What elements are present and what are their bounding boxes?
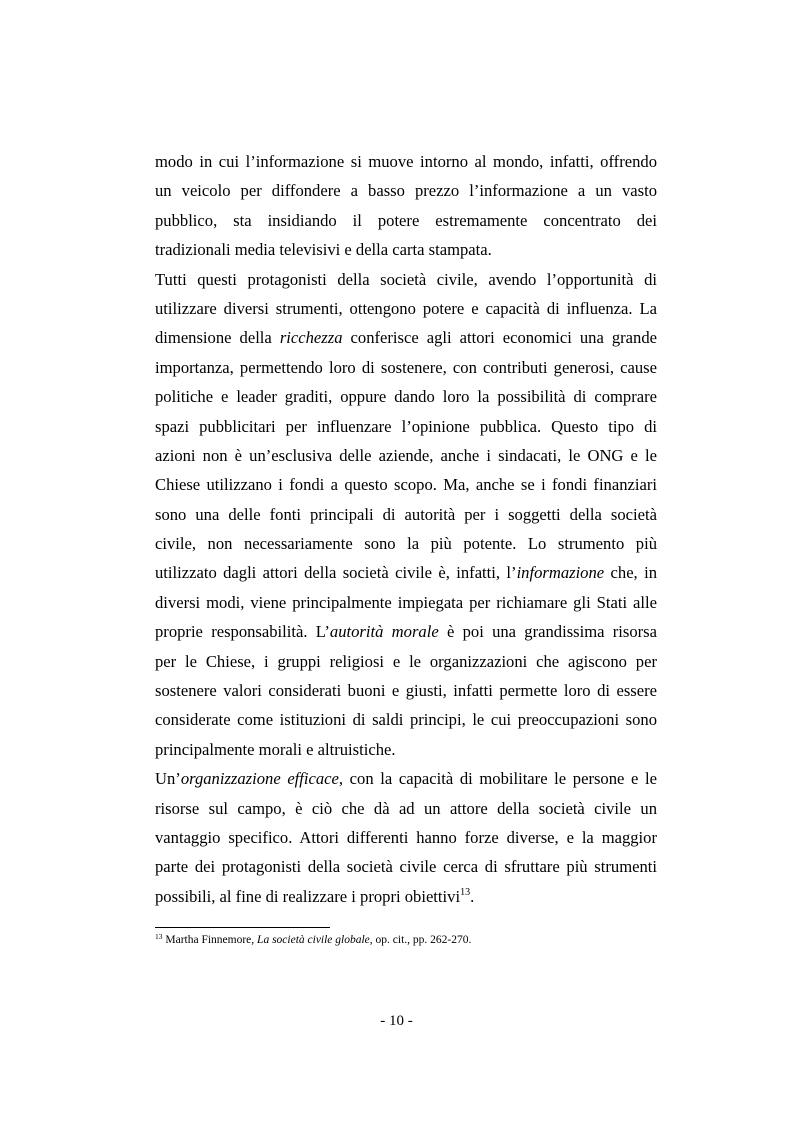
body-line (155, 529, 657, 558)
text-run: un veicolo per diffondere a basso prezzo l’informazione a un vasto (155, 181, 657, 201)
text-run: possibili, al fine di realizzare i propri obiettivi (155, 886, 461, 906)
body-line (155, 823, 657, 852)
body-line (155, 647, 657, 676)
body-line (155, 382, 657, 411)
text-run: sostenere valori considerati buoni e giusti, infatti permette loro di essere (155, 681, 657, 701)
footnote-reference-marker: 13 (460, 886, 471, 898)
body-line (155, 176, 657, 205)
body-line (155, 500, 657, 529)
body-line (155, 235, 657, 264)
italic-phrase: informazione (516, 563, 605, 583)
body-line (155, 470, 657, 499)
text-run: utilizzato dagli attori della società civile è, infatti, l’ (155, 563, 517, 583)
footnote-reference: , op. cit., pp. 262-270. (369, 934, 472, 946)
text-run: principalmente morali e altruistiche. (155, 739, 396, 759)
text-run: Chiese utilizzano i fondi a questo scopo. Ma, anche se i fondi finanziari (155, 475, 657, 495)
body-line (155, 617, 657, 646)
footnote-marker: 13 (155, 932, 163, 941)
text-run: civile, non necessariamente sono la più potente. Lo strumento più (155, 534, 657, 554)
text-run: considerate come istituzioni di saldi principi, le cui preoccupazioni sono (155, 710, 657, 730)
italic-phrase: organizzazione efficace (180, 769, 339, 789)
body-line (155, 206, 657, 235)
text-run: utilizzare diversi strumenti, ottengono potere e capacità di influenza. La (155, 298, 657, 318)
text-run: proprie responsabilità. L’ (155, 622, 330, 642)
text-run: Tutti questi protagonisti della società civile, avendo l’opportunità di (155, 269, 657, 289)
footnote-separator (155, 927, 330, 928)
body-line (155, 676, 657, 705)
page-number: - 10 - (380, 1013, 413, 1029)
text-run: conferisce agli attori economici una grande (342, 328, 657, 348)
body-line (155, 764, 657, 793)
footnote (155, 933, 471, 947)
text-run: che, in (604, 563, 657, 583)
body-line (155, 412, 657, 441)
text-run: azioni non è un’esclusiva delle aziende, anche i sindacati, le ONG e le (155, 445, 657, 465)
text-run: diversi modi, viene principalmente impiegata per richiamare gli Stati alle (155, 592, 657, 612)
text-run: tradizionali media televisivi e della carta stampata. (155, 240, 492, 260)
body-line (155, 852, 657, 881)
text-run: è poi una grandissima risorsa (438, 622, 658, 642)
body-line (155, 735, 657, 764)
text-run: importanza, permettendo loro di sostenere, con contributi generosi, cause (155, 357, 657, 377)
body-line (155, 147, 657, 176)
text-run: vantaggio specifico. Attori differenti hanno forze diverse, e la maggior (155, 827, 657, 847)
body-line (155, 265, 657, 294)
footnote-title: La società civile globale (257, 934, 370, 946)
italic-phrase: autorità morale (329, 622, 439, 642)
footnote-author: Martha Finnemore, (165, 934, 258, 946)
text-run: pubblico, sta insidiando il potere estremamente concentrato dei (155, 210, 657, 230)
text-run: parte dei protagonisti della società civile cerca di sfruttare più strumenti (155, 857, 657, 877)
body-line (155, 794, 657, 823)
text-run: Un’ (155, 769, 181, 789)
text-run: , con la capacità di mobilitare le persone e le (338, 769, 657, 789)
text-run: dimensione della (155, 328, 280, 348)
body-line (155, 705, 657, 734)
text-run: spazi pubblicitari per influenzare l’opinione pubblica. Questo tipo di (155, 416, 657, 436)
body-line (155, 588, 657, 617)
body-line (155, 294, 657, 323)
text-run: modo in cui l’informazione si muove intorno al mondo, infatti, offrendo (155, 152, 657, 171)
body-line (155, 882, 657, 911)
body-line (155, 558, 657, 587)
text-run: politiche e leader graditi, oppure dando loro la possibilità di comprare (155, 387, 657, 407)
text-run: risorse sul campo, è ciò che dà ad un attore della società civile un (155, 798, 657, 818)
body-text (155, 147, 657, 911)
text-run: per le Chiese, i gruppi religiosi e le organizzazioni che agiscono per (155, 651, 657, 671)
body-line (155, 353, 657, 382)
text-run: . (470, 886, 475, 906)
body-line (155, 441, 657, 470)
body-line (155, 323, 657, 352)
text-run: sono una delle fonti principali di autorità per i soggetti della società (155, 504, 657, 524)
italic-phrase: ricchezza (279, 328, 343, 348)
